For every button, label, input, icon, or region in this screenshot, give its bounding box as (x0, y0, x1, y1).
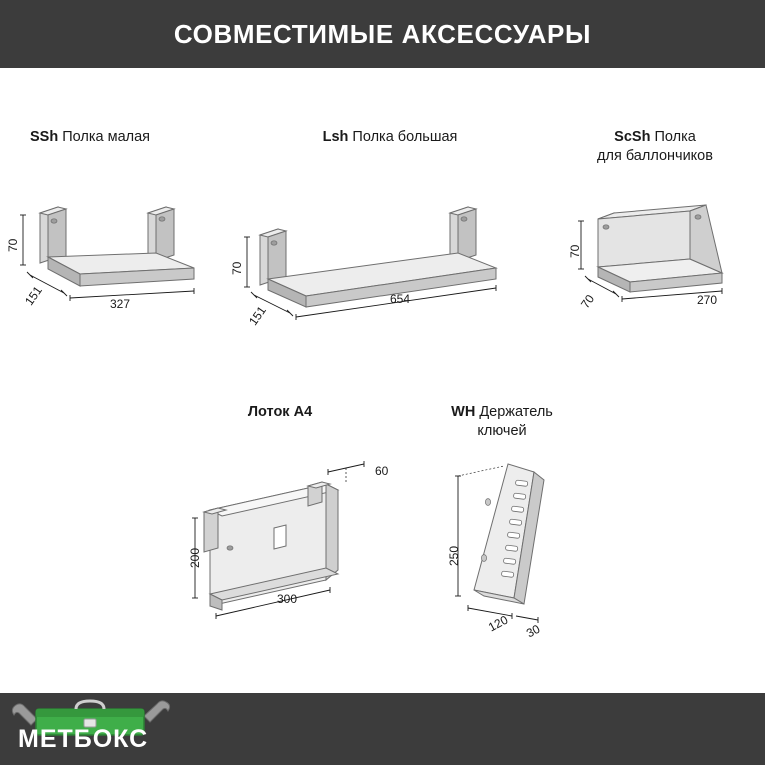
item-lsh-caption (240, 128, 540, 147)
item-wh-dim-height: 250 (447, 545, 461, 566)
brand-logo (8, 697, 176, 761)
item-scsh-name: Полка (654, 129, 696, 145)
item-scsh-name2: для баллончиков (597, 148, 713, 164)
item-scsh-caption (560, 128, 750, 166)
brand-name: МЕТБОКС (18, 725, 149, 753)
page-title: СОВМЕСТИМЫЕ АКСЕССУАРЫ (173, 18, 592, 49)
item-ssh-dim-depth: 151 (22, 283, 45, 309)
item-scsh-dim-height: 70 (568, 244, 582, 258)
item-wh (412, 403, 592, 441)
item-ssh-caption (30, 128, 260, 147)
item-tray-a4-name: A4 (293, 404, 313, 420)
item-scsh-code: ScSh (614, 129, 651, 145)
item-scsh (560, 128, 750, 166)
item-lsh (240, 128, 540, 147)
item-lsh-dim-height: 70 (230, 261, 244, 275)
item-wh-code: WH (451, 404, 476, 420)
item-ssh-name: Полка малая (62, 129, 151, 145)
item-ssh (30, 128, 260, 147)
item-lsh-dim-width: 654 (390, 292, 411, 306)
item-scsh-drawing (570, 195, 760, 320)
item-lsh-drawing (238, 195, 528, 325)
item-tray-a4 (180, 403, 380, 422)
item-lsh-name: Полка большая (352, 129, 458, 145)
item-ssh-code: SSh (30, 129, 59, 145)
header-bar (0, 0, 765, 68)
item-wh-caption (412, 403, 592, 441)
item-tray-a4-code: Лоток (247, 404, 290, 420)
item-tray-a4-dim-width: 300 (277, 592, 298, 606)
item-wh-dim-thickness: 30 (524, 621, 543, 641)
item-lsh-code: Lsh (322, 129, 349, 145)
item-wh-dim-width: 120 (486, 612, 511, 635)
item-lsh-dim-depth: 151 (246, 303, 269, 329)
item-wh-name: Держатель (479, 404, 553, 420)
item-scsh-dim-depth: 70 (578, 292, 598, 312)
item-wh-name2: ключей (477, 423, 527, 439)
item-wh-drawing (440, 450, 590, 625)
item-ssh-dim-height: 70 (6, 238, 20, 252)
item-scsh-dim-width: 270 (697, 293, 718, 307)
footer-bar (0, 693, 765, 765)
item-ssh-dim-width: 327 (110, 297, 131, 311)
item-tray-a4-caption (180, 403, 380, 422)
item-tray-a4-dim-depth: 60 (375, 464, 389, 478)
item-tray-a4-dim-height: 200 (188, 547, 202, 568)
